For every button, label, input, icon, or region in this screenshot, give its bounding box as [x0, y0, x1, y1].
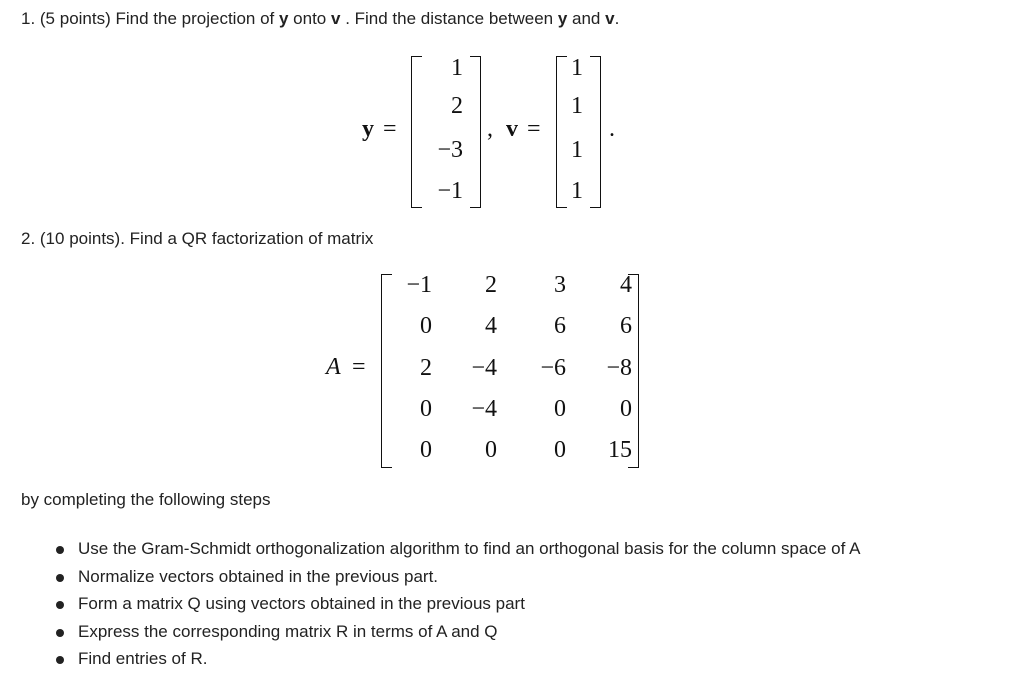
list-item: Use the Gram-Schmidt orthogonalization algorithm to find an orthogonal basis for the column space of A	[52, 535, 860, 563]
v-entry: 1	[571, 137, 583, 163]
comma: ,	[487, 116, 493, 142]
list-item: Find entries of R.	[52, 645, 860, 673]
matrix-a-entry: 4	[620, 272, 632, 298]
matrix-a-entry: 15	[608, 437, 632, 463]
y-equals: =	[383, 116, 397, 142]
v-entry: 1	[571, 178, 583, 204]
v-equals: =	[527, 116, 541, 142]
matrix-a-entry: −6	[540, 355, 566, 381]
matrix-a-entry: 0	[485, 437, 497, 463]
v-entry: 1	[571, 55, 583, 81]
matrix-a-entry: 0	[420, 437, 432, 463]
matrix-a-entry: −4	[471, 396, 497, 422]
y-label: y	[362, 116, 374, 142]
v-label: v	[506, 116, 518, 142]
steps-intro: by completing the following steps	[21, 490, 271, 509]
matrix-a-label: A	[326, 354, 341, 380]
v-entry: 1	[571, 93, 583, 119]
matrix-a-equals: =	[352, 354, 366, 380]
matrix-a-entry: 2	[420, 355, 432, 381]
matrix-a-entry: 6	[554, 313, 566, 339]
matrix-a-entry: −4	[471, 355, 497, 381]
matrix-a-entry: −1	[406, 272, 432, 298]
y-entry: −3	[437, 137, 463, 163]
y-entry: 1	[451, 55, 463, 81]
list-item: Form a matrix Q using vectors obtained in the previous part	[52, 590, 860, 618]
matrix-a-entry: 0	[420, 313, 432, 339]
problem-2-statement: 2. (10 points). Find a QR factorization of matrix	[21, 229, 374, 248]
matrix-a-entry: 0	[554, 396, 566, 422]
list-item: Express the corresponding matrix R in terms of A and Q	[52, 618, 860, 646]
matrix-a-entry: 4	[485, 313, 497, 339]
y-right-bracket	[470, 56, 481, 208]
matrix-a-entry: 0	[620, 396, 632, 422]
problem-1-statement: 1. (5 points) Find the projection of y onto v . Find the distance between y and v.	[21, 9, 620, 28]
matrix-a-entry: 0	[554, 437, 566, 463]
matrix-a-entry: −8	[606, 355, 632, 381]
list-item: Normalize vectors obtained in the previous part.	[52, 563, 860, 591]
y-entry: −1	[437, 178, 463, 204]
matrix-a-entry: 3	[554, 272, 566, 298]
steps-list	[52, 535, 860, 673]
matrix-a-entry: 2	[485, 272, 497, 298]
y-entry: 2	[451, 93, 463, 119]
matrix-a-entry: 6	[620, 313, 632, 339]
matrix-a-entry: 0	[420, 396, 432, 422]
period: .	[609, 116, 615, 142]
